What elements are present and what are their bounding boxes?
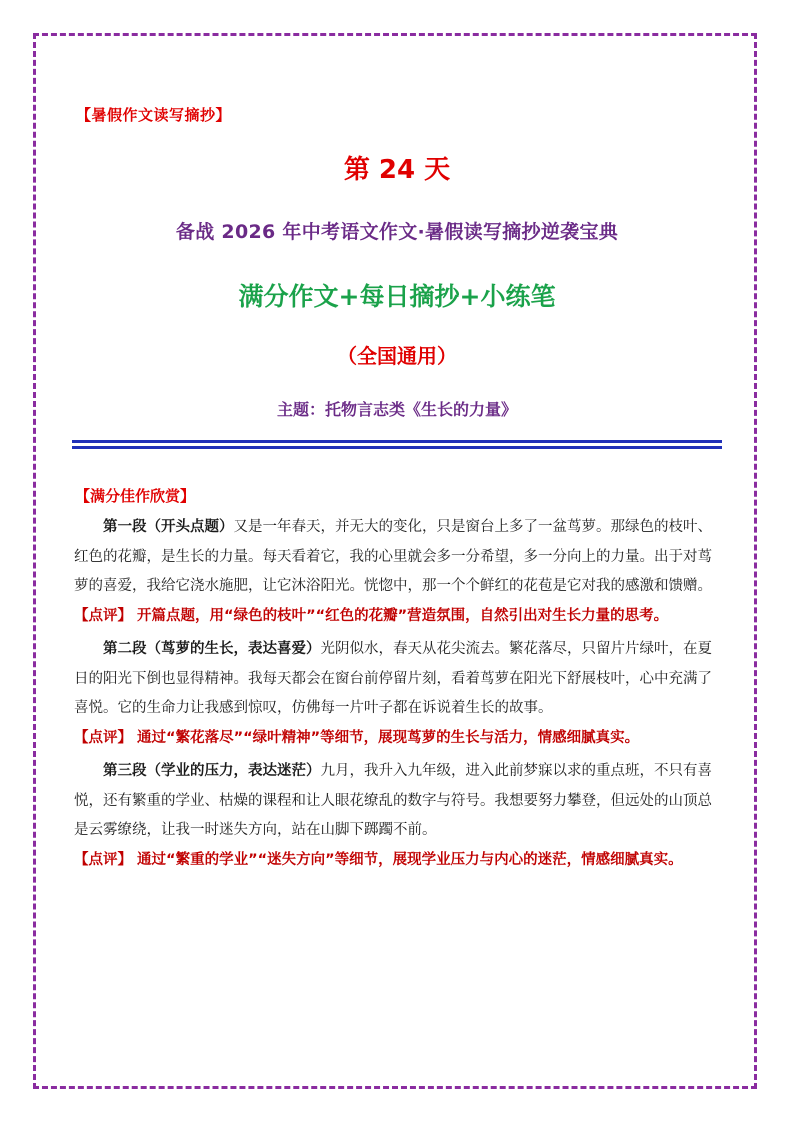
section-heading: 【满分佳作欣赏】 [75, 487, 196, 505]
theme-label: 主题：托物言志类《生长的力量》 [276, 400, 517, 419]
paragraph-2 [74, 635, 722, 724]
page-title: 满分作文+每日摘抄+小练笔 [238, 282, 556, 311]
divider-line-top [72, 440, 722, 443]
paragraph-2-lead: 第二段（茑萝的生长，表达喜爱） [103, 641, 321, 657]
paragraph-3-lead: 第三段（学业的压力，表达迷茫） [103, 763, 321, 779]
paragraph-2-text: 光阴似水，春天从花尖流去。繁花落尽，只留片片绿叶，在夏日的阳光下倒也显得精神。我每天都会在窗台前停留片刻，看着茑萝在阳光下舒展枝叶，心中充满了喜悦。它的生命力让我感到惊叹，仿佛每一片叶子都在诉说着生长的故事。 [74, 641, 712, 716]
review-2: 【点评】 通过“繁花落尽”“绿叶精神”等细节，展现茑萝的生长与活力，情感细腻真实。 [74, 729, 640, 746]
paragraph-1 [74, 513, 722, 602]
paragraph-1-text: 又是一年春天，并无大的变化，只是窗台上多了一盆茑萝。那绿色的枝叶、红色的花瓣，是生长的力量。每天看着它，我的心里就会多一分希望，多一分向上的力量。出于对茑萝的喜爱，我给它浇水施肥，让它沐浴阳光。恍惚中，那一个个鲜红的花苞是它对我的感激和馈赠。 [74, 519, 712, 594]
subtitle: 备战 2026 年中考语文作文·暑假读写摘抄逆袭宝典 [175, 221, 619, 243]
essay-body [74, 513, 722, 875]
paragraph-3-text: 九月，我升入九年级，进入此前梦寐以求的重点班，不只有喜悦，还有繁重的学业、枯燥的课程和让人眼花缭乱的数字与符号。我想要努力攀登，但远处的山顶总是云雾缭绕，让我一时迷失方向，站在山脚下踯躅不前。 [74, 763, 712, 838]
review-1: 【点评】 开篇点题，用“绿色的枝叶”“红色的花瓣”营造氛围，自然引出对生长力量的思考。 [74, 607, 669, 624]
day-heading: 第 24 天 [343, 155, 451, 185]
region-label: （全国通用） [337, 344, 457, 368]
series-tag: 【暑假作文读写摘抄】 [76, 106, 232, 124]
paragraph-1-lead: 第一段（开头点题） [103, 519, 234, 535]
review-3: 【点评】 通过“繁重的学业”“迷失方向”等细节，展现学业压力与内心的迷茫，情感细腻真实。 [74, 851, 683, 868]
divider-line-bottom [72, 446, 722, 449]
paragraph-3 [74, 757, 722, 846]
